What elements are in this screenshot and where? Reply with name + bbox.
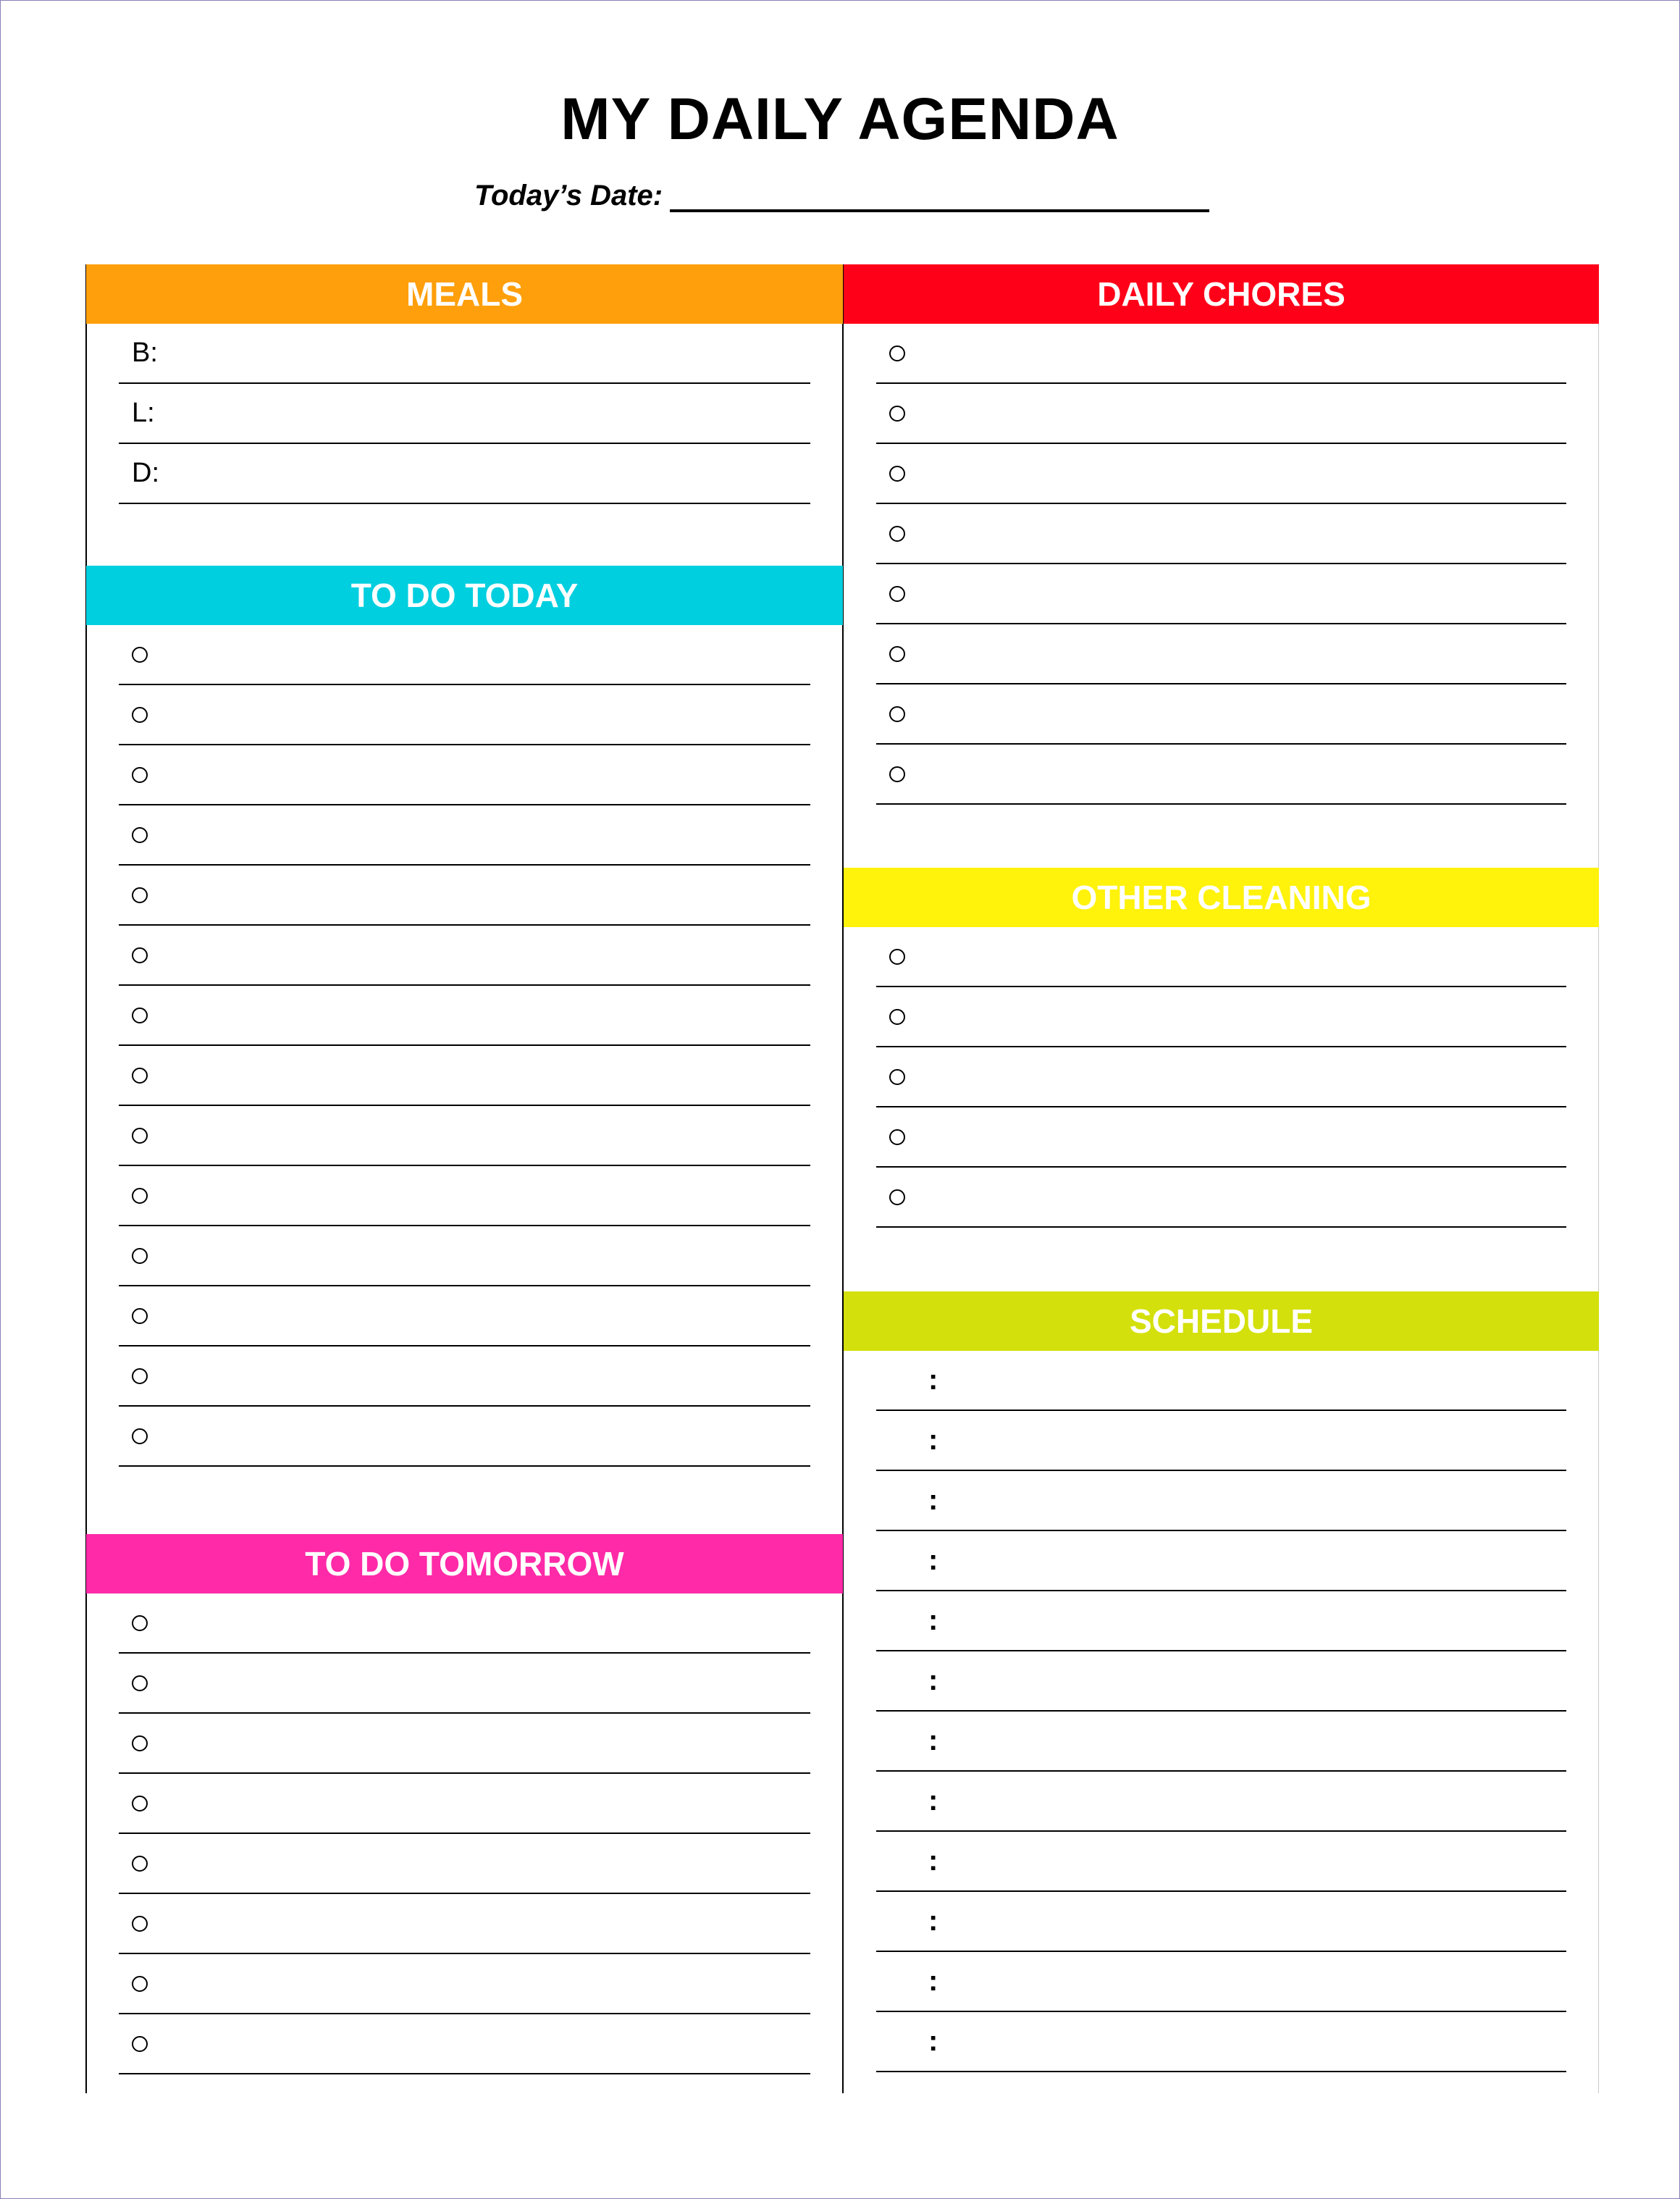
todo-today-row[interactable] xyxy=(119,745,810,805)
todo-today-row[interactable] xyxy=(119,625,810,685)
checkbox-circle-icon[interactable] xyxy=(132,1008,148,1023)
todo-tomorrow-row[interactable] xyxy=(119,2014,810,2074)
todo-tomorrow-row[interactable] xyxy=(119,1654,810,1714)
todo-today-section xyxy=(86,566,843,1467)
todo-tomorrow-row[interactable] xyxy=(119,1954,810,2014)
daily-chores-row[interactable] xyxy=(876,444,1566,504)
todo-today-row[interactable] xyxy=(119,1046,810,1106)
checkbox-circle-icon[interactable] xyxy=(132,1308,148,1324)
todo-today-row[interactable] xyxy=(119,1286,810,1346)
todo-today-row[interactable] xyxy=(119,866,810,926)
checkbox-circle-icon[interactable] xyxy=(889,1129,905,1145)
checkbox-circle-icon[interactable] xyxy=(132,1796,148,1811)
schedule-row[interactable] xyxy=(876,1411,1566,1471)
time-separator: : xyxy=(928,1424,938,1456)
checkbox-circle-icon[interactable] xyxy=(889,586,905,602)
schedule-row[interactable] xyxy=(876,1892,1566,1952)
checkbox-circle-icon[interactable] xyxy=(132,1735,148,1751)
meal-row-lunch[interactable] xyxy=(119,384,810,444)
time-separator: : xyxy=(928,2025,938,2057)
time-separator: : xyxy=(928,1364,938,1396)
date-label: Today’s Date: xyxy=(474,180,663,211)
checkbox-circle-icon[interactable] xyxy=(132,1068,148,1084)
schedule-row[interactable] xyxy=(876,1651,1566,1712)
checkbox-circle-icon[interactable] xyxy=(889,345,905,361)
meal-label: L: xyxy=(132,398,155,428)
todo-tomorrow-header: TO DO TOMORROW xyxy=(86,1534,843,1593)
checkbox-circle-icon[interactable] xyxy=(132,1128,148,1144)
time-separator: : xyxy=(928,1725,938,1756)
date-row xyxy=(474,177,1209,212)
todo-tomorrow-section xyxy=(86,1534,843,2074)
checkbox-circle-icon[interactable] xyxy=(889,1069,905,1085)
other-cleaning-row[interactable] xyxy=(876,987,1566,1047)
checkbox-circle-icon[interactable] xyxy=(889,706,905,722)
todo-today-row[interactable] xyxy=(119,1346,810,1407)
schedule-row[interactable] xyxy=(876,1531,1566,1591)
other-cleaning-header: OTHER CLEANING xyxy=(844,868,1599,927)
checkbox-circle-icon[interactable] xyxy=(132,1615,148,1631)
todo-today-row[interactable] xyxy=(119,986,810,1046)
schedule-row[interactable] xyxy=(876,1772,1566,1832)
meal-label: D: xyxy=(132,458,159,488)
other-cleaning-row[interactable] xyxy=(876,927,1566,987)
checkbox-circle-icon[interactable] xyxy=(889,949,905,965)
time-separator: : xyxy=(928,1785,938,1817)
checkbox-circle-icon[interactable] xyxy=(132,1916,148,1932)
other-cleaning-row[interactable] xyxy=(876,1107,1566,1168)
todo-today-header: TO DO TODAY xyxy=(86,566,843,625)
schedule-row[interactable] xyxy=(876,2012,1566,2072)
page-title: MY DAILY AGENDA xyxy=(560,86,1120,152)
todo-today-row[interactable] xyxy=(119,926,810,986)
schedule-row[interactable] xyxy=(876,1712,1566,1772)
time-separator: : xyxy=(928,1484,938,1516)
schedule-row[interactable] xyxy=(876,1351,1566,1411)
meal-label: B: xyxy=(132,338,158,368)
schedule-row[interactable] xyxy=(876,1471,1566,1531)
other-cleaning-row[interactable] xyxy=(876,1168,1566,1228)
meal-row-breakfast[interactable] xyxy=(119,324,810,384)
schedule-row[interactable] xyxy=(876,1832,1566,1892)
todo-today-row[interactable] xyxy=(119,685,810,745)
todo-tomorrow-row[interactable] xyxy=(119,1714,810,1774)
checkbox-circle-icon[interactable] xyxy=(132,2036,148,2052)
other-cleaning-row[interactable] xyxy=(876,1047,1566,1107)
other-cleaning-section xyxy=(844,868,1599,1228)
daily-chores-header: DAILY CHORES xyxy=(844,264,1599,324)
todo-tomorrow-row[interactable] xyxy=(119,1774,810,1834)
todo-tomorrow-row[interactable] xyxy=(119,1894,810,1954)
checkbox-circle-icon[interactable] xyxy=(889,646,905,662)
daily-chores-row[interactable] xyxy=(876,504,1566,564)
todo-today-row[interactable] xyxy=(119,1166,810,1226)
time-separator: : xyxy=(928,1905,938,1937)
schedule-row[interactable] xyxy=(876,1952,1566,2012)
schedule-header: SCHEDULE xyxy=(844,1291,1599,1351)
daily-chores-row[interactable] xyxy=(876,384,1566,444)
checkbox-circle-icon[interactable] xyxy=(132,1976,148,1992)
checkbox-circle-icon[interactable] xyxy=(132,1248,148,1264)
checkbox-circle-icon[interactable] xyxy=(132,647,148,663)
time-separator: : xyxy=(928,1544,938,1576)
schedule-row[interactable] xyxy=(876,1591,1566,1651)
checkbox-circle-icon[interactable] xyxy=(132,887,148,903)
todo-today-row[interactable] xyxy=(119,1106,810,1166)
meals-header: MEALS xyxy=(86,264,843,324)
daily-chores-row[interactable] xyxy=(876,684,1566,745)
daily-chores-row[interactable] xyxy=(876,745,1566,805)
todo-today-row[interactable] xyxy=(119,1226,810,1286)
checkbox-circle-icon[interactable] xyxy=(132,707,148,723)
time-separator: : xyxy=(928,1604,938,1636)
todo-today-row[interactable] xyxy=(119,1407,810,1467)
todo-tomorrow-row[interactable] xyxy=(119,1593,810,1654)
checkbox-circle-icon[interactable] xyxy=(889,406,905,422)
todo-today-row[interactable] xyxy=(119,805,810,866)
meal-row-dinner[interactable] xyxy=(119,444,810,504)
meals-section xyxy=(86,264,843,504)
daily-chores-row[interactable] xyxy=(876,564,1566,624)
checkbox-circle-icon[interactable] xyxy=(889,1189,905,1205)
todo-tomorrow-row[interactable] xyxy=(119,1834,810,1894)
schedule-section xyxy=(844,1291,1599,2072)
checkbox-circle-icon[interactable] xyxy=(132,1188,148,1204)
checkbox-circle-icon[interactable] xyxy=(132,1856,148,1872)
checkbox-circle-icon[interactable] xyxy=(132,1428,148,1444)
checkbox-circle-icon[interactable] xyxy=(132,1675,148,1691)
daily-chores-row[interactable] xyxy=(876,624,1566,684)
daily-chores-row[interactable] xyxy=(876,324,1566,384)
checkbox-circle-icon[interactable] xyxy=(889,526,905,542)
checkbox-circle-icon[interactable] xyxy=(132,767,148,783)
checkbox-circle-icon[interactable] xyxy=(132,1368,148,1384)
checkbox-circle-icon[interactable] xyxy=(132,827,148,843)
checkbox-circle-icon[interactable] xyxy=(889,766,905,782)
date-field[interactable] xyxy=(670,177,1209,212)
checkbox-circle-icon[interactable] xyxy=(889,1009,905,1025)
time-separator: : xyxy=(928,1664,938,1696)
checkbox-circle-icon[interactable] xyxy=(889,466,905,482)
daily-chores-section xyxy=(844,264,1599,805)
checkbox-circle-icon[interactable] xyxy=(132,947,148,963)
time-separator: : xyxy=(928,1965,938,1997)
time-separator: : xyxy=(928,1845,938,1877)
